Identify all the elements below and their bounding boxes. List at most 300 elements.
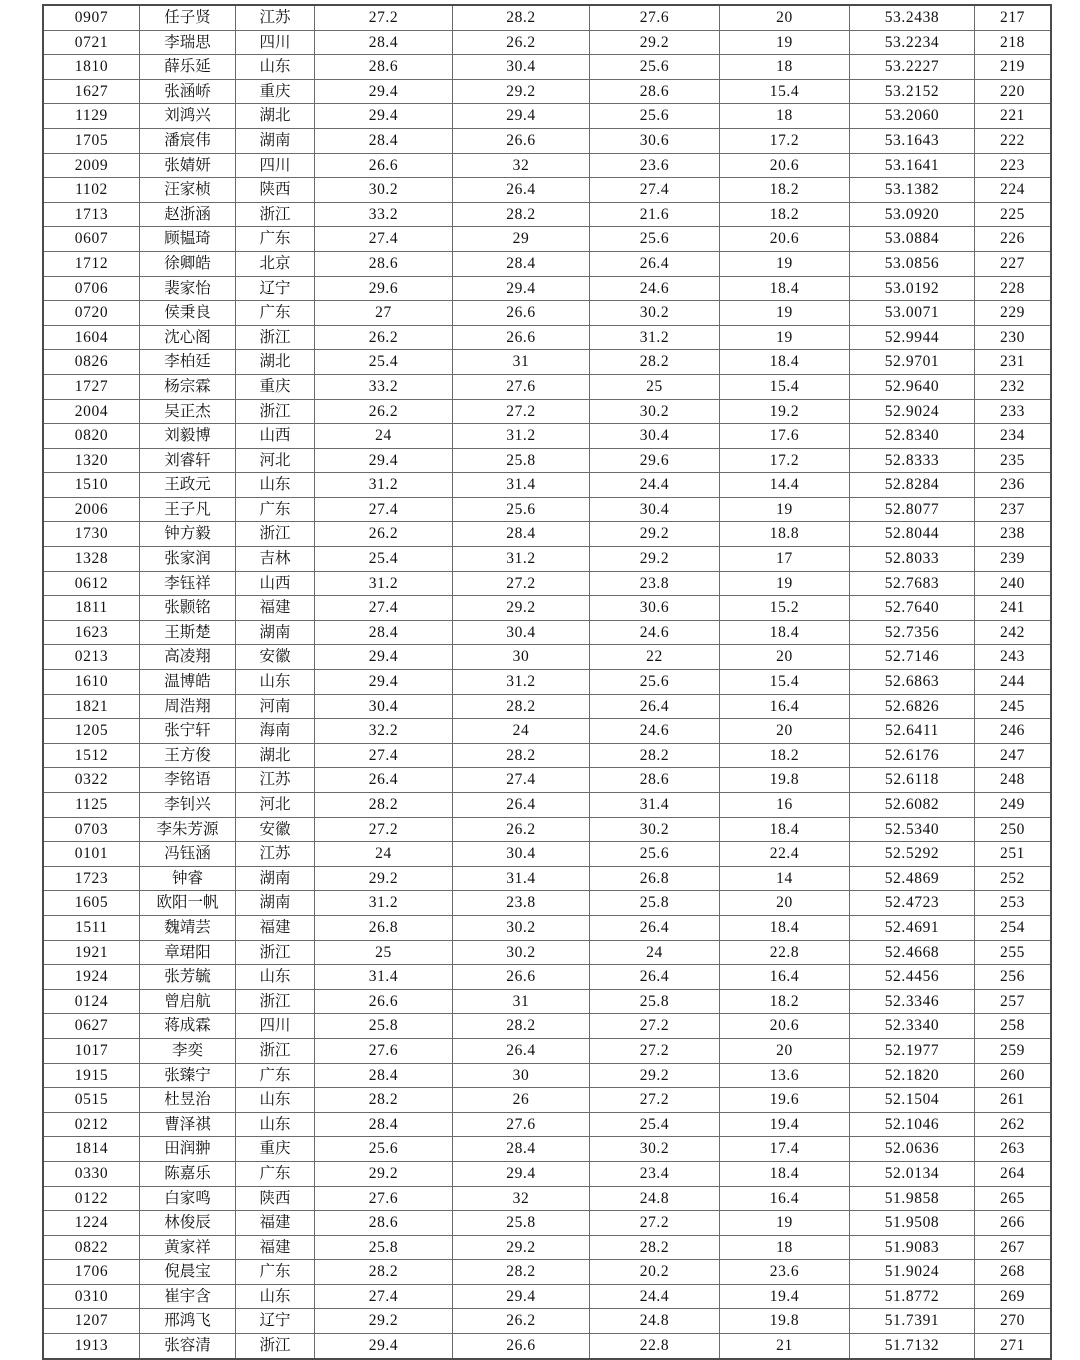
table-row	[43, 793, 1051, 818]
cell-score2: 28.2	[453, 743, 590, 768]
cell-id: 0703	[43, 817, 140, 842]
cell-name: 李铭语	[140, 768, 236, 793]
cell-total: 52.3346	[850, 989, 975, 1014]
cell-total: 52.7683	[850, 571, 975, 596]
cell-rank: 227	[975, 251, 1052, 276]
cell-total: 52.3340	[850, 1014, 975, 1039]
table-row	[43, 1284, 1051, 1309]
cell-id: 1102	[43, 178, 140, 203]
cell-score2: 28.2	[453, 1014, 590, 1039]
table-row	[43, 497, 1051, 522]
table-row	[43, 1211, 1051, 1236]
cell-score1: 31.2	[315, 891, 453, 916]
cell-total: 52.5340	[850, 817, 975, 842]
cell-total: 52.1046	[850, 1112, 975, 1137]
cell-id: 1623	[43, 620, 140, 645]
cell-rank: 240	[975, 571, 1052, 596]
cell-province: 山东	[236, 670, 315, 695]
cell-name: 杜昱治	[140, 1088, 236, 1113]
cell-id: 0122	[43, 1186, 140, 1211]
cell-score2: 27.2	[453, 571, 590, 596]
table-row	[43, 1137, 1051, 1162]
cell-score4: 20.6	[720, 153, 850, 178]
cell-score1: 32.2	[315, 719, 453, 744]
cell-id: 1328	[43, 547, 140, 572]
cell-score3: 24.4	[590, 1284, 720, 1309]
table-row	[43, 178, 1051, 203]
cell-total: 52.6176	[850, 743, 975, 768]
cell-score4: 16.4	[720, 1186, 850, 1211]
cell-rank: 222	[975, 128, 1052, 153]
cell-score2: 26.6	[453, 1334, 590, 1359]
cell-total: 53.2234	[850, 30, 975, 55]
cell-score2: 26.2	[453, 817, 590, 842]
table-row	[43, 1161, 1051, 1186]
table-row	[43, 1014, 1051, 1039]
table-row	[43, 989, 1051, 1014]
cell-total: 52.9024	[850, 399, 975, 424]
cell-score4: 19	[720, 497, 850, 522]
cell-province: 广东	[236, 1260, 315, 1285]
cell-id: 1320	[43, 448, 140, 473]
cell-score1: 29.4	[315, 79, 453, 104]
cell-total: 52.7356	[850, 620, 975, 645]
cell-province: 广东	[236, 1161, 315, 1186]
cell-score1: 26.4	[315, 768, 453, 793]
cell-province: 浙江	[236, 940, 315, 965]
cell-name: 曹泽祺	[140, 1112, 236, 1137]
cell-id: 1510	[43, 473, 140, 498]
cell-name: 刘毅博	[140, 424, 236, 449]
cell-name: 王方俊	[140, 743, 236, 768]
cell-score4: 18.4	[720, 276, 850, 301]
cell-total: 52.4723	[850, 891, 975, 916]
cell-score4: 20.6	[720, 227, 850, 252]
cell-name: 张涵峤	[140, 79, 236, 104]
cell-score3: 29.2	[590, 30, 720, 55]
cell-rank: 230	[975, 325, 1052, 350]
cell-total: 52.8077	[850, 497, 975, 522]
cell-rank: 223	[975, 153, 1052, 178]
cell-score1: 26.2	[315, 399, 453, 424]
cell-score1: 29.2	[315, 1309, 453, 1334]
table-row	[43, 1088, 1051, 1113]
cell-province: 山东	[236, 1284, 315, 1309]
cell-name: 任子贤	[140, 5, 236, 30]
cell-province: 浙江	[236, 522, 315, 547]
cell-score2: 24	[453, 719, 590, 744]
cell-score1: 31.2	[315, 571, 453, 596]
cell-id: 1924	[43, 965, 140, 990]
cell-score3: 30.2	[590, 399, 720, 424]
cell-id: 1017	[43, 1038, 140, 1063]
cell-score4: 18.4	[720, 915, 850, 940]
cell-total: 52.9640	[850, 374, 975, 399]
cell-province: 山西	[236, 571, 315, 596]
cell-score3: 30.6	[590, 128, 720, 153]
cell-id: 0515	[43, 1088, 140, 1113]
cell-name: 薛乐延	[140, 55, 236, 80]
cell-score3: 25.4	[590, 1112, 720, 1137]
cell-province: 广东	[236, 1063, 315, 1088]
cell-score3: 25	[590, 374, 720, 399]
table-row	[43, 1038, 1051, 1063]
cell-score4: 18.2	[720, 743, 850, 768]
table-row	[43, 350, 1051, 375]
cell-rank: 225	[975, 202, 1052, 227]
cell-id: 1605	[43, 891, 140, 916]
cell-score3: 22	[590, 645, 720, 670]
cell-score4: 20	[720, 719, 850, 744]
cell-province: 山东	[236, 55, 315, 80]
cell-score4: 22.8	[720, 940, 850, 965]
cell-id: 1129	[43, 104, 140, 129]
cell-name: 李瑞思	[140, 30, 236, 55]
cell-score4: 19	[720, 1211, 850, 1236]
cell-rank: 237	[975, 497, 1052, 522]
cell-total: 53.2438	[850, 5, 975, 30]
cell-score1: 28.2	[315, 1088, 453, 1113]
table-row	[43, 1063, 1051, 1088]
cell-score3: 27.2	[590, 1014, 720, 1039]
cell-score1: 25.8	[315, 1014, 453, 1039]
cell-score3: 30.2	[590, 1137, 720, 1162]
cell-total: 52.1504	[850, 1088, 975, 1113]
cell-score3: 30.2	[590, 301, 720, 326]
cell-total: 52.5292	[850, 842, 975, 867]
cell-total: 52.9944	[850, 325, 975, 350]
cell-score1: 29.2	[315, 866, 453, 891]
cell-score3: 26.4	[590, 915, 720, 940]
cell-rank: 265	[975, 1186, 1052, 1211]
cell-score2: 28.4	[453, 1137, 590, 1162]
cell-id: 0101	[43, 842, 140, 867]
cell-score1: 28.6	[315, 251, 453, 276]
cell-score4: 17.4	[720, 1137, 850, 1162]
cell-score4: 20	[720, 891, 850, 916]
cell-province: 河南	[236, 694, 315, 719]
cell-id: 1511	[43, 915, 140, 940]
cell-name: 魏靖芸	[140, 915, 236, 940]
table-row	[43, 719, 1051, 744]
cell-rank: 226	[975, 227, 1052, 252]
cell-province: 山东	[236, 473, 315, 498]
cell-rank: 258	[975, 1014, 1052, 1039]
cell-score1: 25.4	[315, 350, 453, 375]
cell-rank: 235	[975, 448, 1052, 473]
cell-total: 52.6411	[850, 719, 975, 744]
cell-score3: 31.4	[590, 793, 720, 818]
cell-score2: 23.8	[453, 891, 590, 916]
cell-score4: 14.4	[720, 473, 850, 498]
cell-id: 0706	[43, 276, 140, 301]
cell-score4: 19.6	[720, 1088, 850, 1113]
cell-id: 1723	[43, 866, 140, 891]
cell-name: 张家润	[140, 547, 236, 572]
cell-score1: 26.2	[315, 325, 453, 350]
cell-score3: 29.2	[590, 547, 720, 572]
cell-province: 湖北	[236, 350, 315, 375]
cell-score1: 27.2	[315, 817, 453, 842]
cell-name: 倪晨宝	[140, 1260, 236, 1285]
cell-rank: 245	[975, 694, 1052, 719]
table-row	[43, 743, 1051, 768]
table-row	[43, 817, 1051, 842]
cell-id: 1713	[43, 202, 140, 227]
cell-score4: 18.2	[720, 989, 850, 1014]
cell-total: 53.0071	[850, 301, 975, 326]
cell-id: 1810	[43, 55, 140, 80]
cell-total: 51.7391	[850, 1309, 975, 1334]
cell-score2: 31.2	[453, 670, 590, 695]
cell-name: 王子凡	[140, 497, 236, 522]
cell-score1: 27.4	[315, 596, 453, 621]
cell-score1: 33.2	[315, 202, 453, 227]
cell-rank: 266	[975, 1211, 1052, 1236]
cell-score2: 30	[453, 1063, 590, 1088]
cell-rank: 247	[975, 743, 1052, 768]
cell-name: 温博皓	[140, 670, 236, 695]
table-row	[43, 940, 1051, 965]
table-row	[43, 1260, 1051, 1285]
cell-score1: 27.2	[315, 5, 453, 30]
cell-name: 李柏廷	[140, 350, 236, 375]
table-row	[43, 620, 1051, 645]
cell-total: 52.4668	[850, 940, 975, 965]
cell-score1: 33.2	[315, 374, 453, 399]
cell-total: 53.0920	[850, 202, 975, 227]
cell-name: 钟睿	[140, 866, 236, 891]
cell-total: 53.0884	[850, 227, 975, 252]
cell-score3: 25.6	[590, 227, 720, 252]
cell-score1: 28.2	[315, 793, 453, 818]
cell-name: 徐卿皓	[140, 251, 236, 276]
table-row	[43, 424, 1051, 449]
cell-score3: 23.4	[590, 1161, 720, 1186]
cell-score4: 19.2	[720, 399, 850, 424]
cell-score4: 13.6	[720, 1063, 850, 1088]
cell-total: 51.9024	[850, 1260, 975, 1285]
table-row	[43, 1334, 1051, 1359]
cell-total: 52.8284	[850, 473, 975, 498]
cell-province: 广东	[236, 227, 315, 252]
cell-score2: 31	[453, 989, 590, 1014]
cell-score3: 25.8	[590, 989, 720, 1014]
cell-id: 0612	[43, 571, 140, 596]
cell-score2: 28.4	[453, 251, 590, 276]
cell-score2: 25.6	[453, 497, 590, 522]
cell-score1: 28.6	[315, 55, 453, 80]
cell-rank: 268	[975, 1260, 1052, 1285]
cell-rank: 241	[975, 596, 1052, 621]
cell-score4: 18.4	[720, 1161, 850, 1186]
cell-province: 浙江	[236, 1038, 315, 1063]
cell-score2: 30.4	[453, 620, 590, 645]
cell-name: 潘宸伟	[140, 128, 236, 153]
cell-id: 1706	[43, 1260, 140, 1285]
cell-province: 山西	[236, 424, 315, 449]
table-row	[43, 325, 1051, 350]
cell-score1: 28.4	[315, 30, 453, 55]
cell-score3: 30.6	[590, 596, 720, 621]
cell-score2: 26.4	[453, 1038, 590, 1063]
cell-score2: 30	[453, 645, 590, 670]
cell-score3: 26.4	[590, 965, 720, 990]
cell-score3: 26.8	[590, 866, 720, 891]
cell-rank: 221	[975, 104, 1052, 129]
cell-score4: 18.2	[720, 202, 850, 227]
cell-rank: 217	[975, 5, 1052, 30]
cell-id: 0213	[43, 645, 140, 670]
table-row	[43, 251, 1051, 276]
cell-score2: 26.6	[453, 965, 590, 990]
cell-name: 钟方毅	[140, 522, 236, 547]
cell-id: 0330	[43, 1161, 140, 1186]
cell-rank: 244	[975, 670, 1052, 695]
cell-score2: 29.2	[453, 1235, 590, 1260]
cell-score1: 31.2	[315, 473, 453, 498]
cell-score1: 26.8	[315, 915, 453, 940]
cell-score1: 25	[315, 940, 453, 965]
table-body	[43, 5, 1051, 1359]
table-row	[43, 30, 1051, 55]
cell-id: 1811	[43, 596, 140, 621]
cell-province: 浙江	[236, 325, 315, 350]
table-row	[43, 473, 1051, 498]
table-row	[43, 965, 1051, 990]
cell-rank: 243	[975, 645, 1052, 670]
cell-score3: 25.6	[590, 104, 720, 129]
cell-score2: 27.6	[453, 1112, 590, 1137]
cell-province: 四川	[236, 30, 315, 55]
cell-rank: 269	[975, 1284, 1052, 1309]
cell-score3: 29.2	[590, 522, 720, 547]
cell-score4: 19	[720, 301, 850, 326]
cell-province: 吉林	[236, 547, 315, 572]
table-row	[43, 842, 1051, 867]
cell-id: 1604	[43, 325, 140, 350]
table-row	[43, 1235, 1051, 1260]
cell-score4: 18	[720, 1235, 850, 1260]
cell-rank: 256	[975, 965, 1052, 990]
cell-score4: 20	[720, 645, 850, 670]
cell-rank: 236	[975, 473, 1052, 498]
cell-id: 0820	[43, 424, 140, 449]
cell-id: 1205	[43, 719, 140, 744]
cell-id: 0212	[43, 1112, 140, 1137]
cell-score3: 24.4	[590, 473, 720, 498]
cell-id: 0822	[43, 1235, 140, 1260]
cell-total: 52.0636	[850, 1137, 975, 1162]
cell-score4: 20.6	[720, 1014, 850, 1039]
cell-province: 山东	[236, 965, 315, 990]
cell-name: 冯钰涵	[140, 842, 236, 867]
cell-score1: 30.2	[315, 178, 453, 203]
cell-score2: 26.6	[453, 301, 590, 326]
cell-province: 湖北	[236, 743, 315, 768]
table-row	[43, 866, 1051, 891]
cell-name: 白家鸣	[140, 1186, 236, 1211]
cell-province: 浙江	[236, 989, 315, 1014]
table-row	[43, 547, 1051, 572]
table-row	[43, 915, 1051, 940]
cell-score1: 29.4	[315, 1334, 453, 1359]
cell-score3: 31.2	[590, 325, 720, 350]
cell-score1: 27.6	[315, 1186, 453, 1211]
cell-name: 田润翀	[140, 1137, 236, 1162]
cell-score1: 29.4	[315, 670, 453, 695]
cell-province: 福建	[236, 1211, 315, 1236]
cell-score3: 23.6	[590, 153, 720, 178]
cell-rank: 263	[975, 1137, 1052, 1162]
cell-score3: 24.6	[590, 620, 720, 645]
cell-id: 1730	[43, 522, 140, 547]
cell-score1: 27.4	[315, 1284, 453, 1309]
cell-name: 张婧妍	[140, 153, 236, 178]
cell-total: 53.0192	[850, 276, 975, 301]
cell-score2: 30.4	[453, 842, 590, 867]
cell-province: 重庆	[236, 79, 315, 104]
cell-score4: 19.4	[720, 1112, 850, 1137]
cell-score2: 29.2	[453, 596, 590, 621]
cell-total: 52.6863	[850, 670, 975, 695]
cell-score2: 28.2	[453, 1260, 590, 1285]
cell-total: 51.9508	[850, 1211, 975, 1236]
cell-id: 1814	[43, 1137, 140, 1162]
cell-score3: 26.4	[590, 694, 720, 719]
cell-rank: 259	[975, 1038, 1052, 1063]
cell-total: 52.7640	[850, 596, 975, 621]
cell-score3: 24.6	[590, 276, 720, 301]
cell-province: 浙江	[236, 1334, 315, 1359]
cell-score1: 26.6	[315, 989, 453, 1014]
cell-id: 1727	[43, 374, 140, 399]
cell-name: 张臻宁	[140, 1063, 236, 1088]
cell-score4: 16.4	[720, 965, 850, 990]
cell-province: 陕西	[236, 1186, 315, 1211]
cell-rank: 231	[975, 350, 1052, 375]
cell-province: 海南	[236, 719, 315, 744]
results-table-container	[42, 4, 1040, 1360]
cell-rank: 224	[975, 178, 1052, 203]
cell-score4: 18.2	[720, 178, 850, 203]
table-row	[43, 301, 1051, 326]
cell-score1: 28.4	[315, 620, 453, 645]
cell-score2: 25.8	[453, 1211, 590, 1236]
cell-id: 1915	[43, 1063, 140, 1088]
cell-name: 李奕	[140, 1038, 236, 1063]
cell-score2: 26.4	[453, 178, 590, 203]
cell-rank: 261	[975, 1088, 1052, 1113]
cell-score4: 19	[720, 571, 850, 596]
cell-total: 52.4691	[850, 915, 975, 940]
cell-name: 李朱芳源	[140, 817, 236, 842]
table-row	[43, 670, 1051, 695]
cell-rank: 270	[975, 1309, 1052, 1334]
cell-name: 刘鸿兴	[140, 104, 236, 129]
cell-total: 52.6082	[850, 793, 975, 818]
cell-total: 51.9858	[850, 1186, 975, 1211]
cell-id: 0124	[43, 989, 140, 1014]
cell-total: 52.1977	[850, 1038, 975, 1063]
cell-name: 张宁轩	[140, 719, 236, 744]
cell-province: 湖南	[236, 128, 315, 153]
cell-id: 0720	[43, 301, 140, 326]
cell-total: 52.4456	[850, 965, 975, 990]
cell-id: 1821	[43, 694, 140, 719]
cell-score1: 29.4	[315, 104, 453, 129]
cell-rank: 248	[975, 768, 1052, 793]
